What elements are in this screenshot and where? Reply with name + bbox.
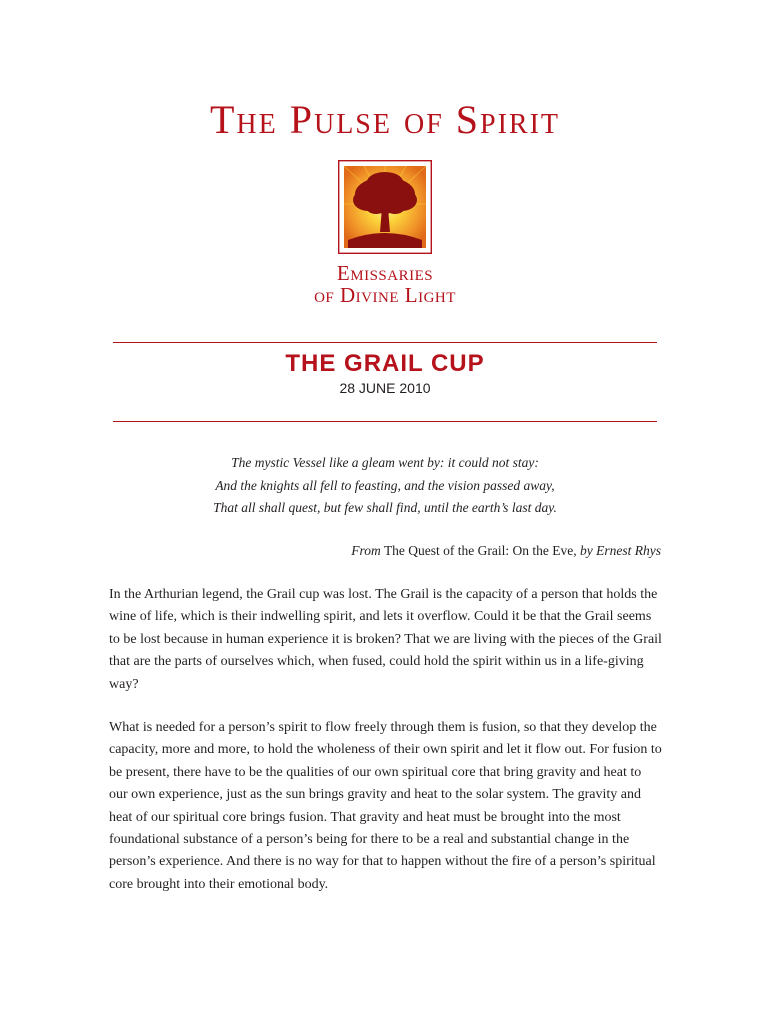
epigraph-line: The mystic Vessel like a gleam went by: it could not stay:	[231, 455, 539, 470]
newsletter-title: The Pulse of Spirit	[209, 97, 561, 142]
body-paragraph: In the Arthurian legend, the Grail cup was lost. The Grail is the capacity of a person that holds the wine of life, which is their indwelling spirit, and lets it overflow. Could it be that the Grail seems to be lost because in human experience it is broken? That we are living with the pieces of the Grail that are the parts of ourselves which, when fused, could hold the spirit within us in a life-giving way?	[109, 587, 662, 692]
attribution-from: From	[351, 543, 381, 558]
organization-name	[0, 262, 770, 306]
epigraph	[0, 452, 770, 520]
epigraph-attribution	[351, 542, 661, 560]
article-date: 28 JUNE 2010	[339, 380, 431, 396]
epigraph-line: And the knights all fell to feasting, and the vision passed away,	[215, 477, 555, 493]
tree-of-life-icon	[338, 160, 432, 254]
organization-line-2: of Divine Light	[314, 283, 456, 307]
divider-top	[113, 342, 657, 343]
attribution-author: , by Ernest Rhys	[573, 543, 661, 558]
epigraph-line: That all shall quest, but few shall find, until the earth’s last day.	[213, 500, 557, 515]
body-paragraph: What is needed for a person’s spirit to flow freely through them is fusion, so that they develop the capacity, more and more, to hold the wholeness of their own spirit and let it flow out. For fusion to be present, there have to be the qualities of our own spiritual core that bring gravity and heat to our own experience, just as the sun brings gravity and heat to the solar system. The gravity and heat of our spiritual core brings fusion. That gravity and heat must be brought into the most foundational substance of a person’s being for there to be a real and substantial change in the person’s experience. And there is no way for that to happen without the fire of a person’s spiritual core brought into their emotional body.	[109, 720, 662, 892]
organization-line-1: Emissaries	[336, 261, 434, 285]
divider-bottom	[113, 421, 657, 422]
article-title: THE GRAIL CUP	[285, 350, 485, 377]
attribution-work: The Quest of the Grail: On the Eve	[383, 543, 574, 558]
